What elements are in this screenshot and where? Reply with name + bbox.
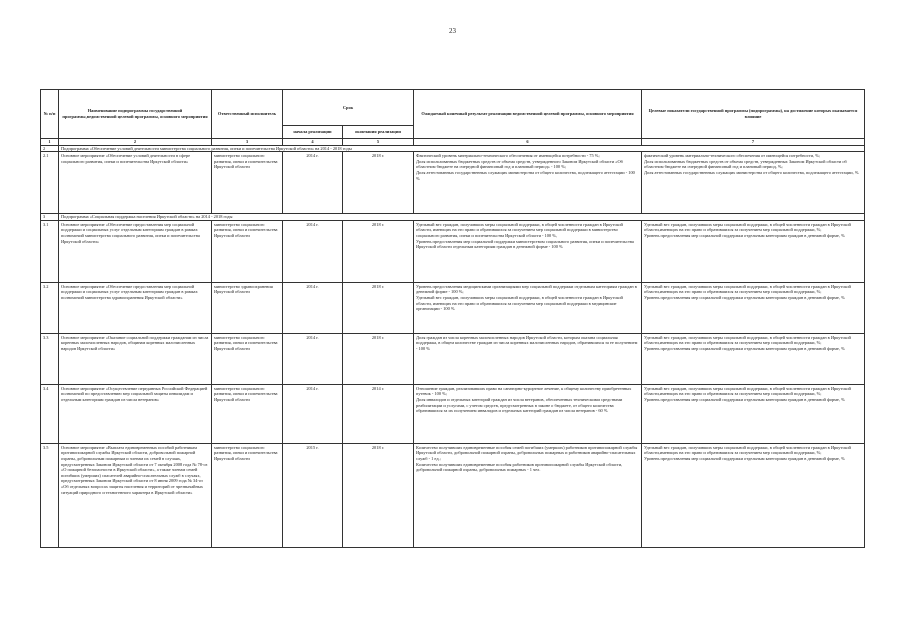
row-end: 2014 г. <box>343 384 414 443</box>
row-executor: министерство социального развития, опеки и попечительства Иркутской области <box>212 152 283 214</box>
header-name: Наименование подпрограммы государственной программы,ведомственной целевой программы, основного мероприятия <box>59 90 212 139</box>
table-row <box>41 152 865 214</box>
row-indicators: Удельный вес граждан, получивших меры социальной поддержки, в общей численности граждан в Иркутской области,имеющих на это право и обратившихся за получением мер социальной поддержки, %; Уровень предоставления мер социальной поддержки отдельным категориям граждан в денежной форме, % <box>642 282 865 333</box>
row-executor: министерство социального развития, опеки и попечительства Иркутской области <box>212 333 283 384</box>
row-result: Количество получивших единовременные пособия семей погибших (умерших) работников противопожарной службы Иркутской области, добровольной пожарной охраны, добровольных пожарных и работников аварийно-спасательных служб - 1 ед.; Количество получивших единовременные пособия работников противопожарной службы Иркутской области, добровольной пожарной охраны, добровольных пожарных - 1 чел. <box>414 443 642 547</box>
row-executor: министерство здравоохранения Иркутской области <box>212 282 283 333</box>
row-name: Основное мероприятие «Обеспечение условий деятельности в сфере социального развития, опеки и попечительства Иркутской области» <box>59 152 212 214</box>
header-term-end: окончания реализации <box>343 126 414 139</box>
header-term-start: начала реализации <box>283 126 343 139</box>
row-result: Фактический уровень материально-технического обеспечения от имеющейся потребности - 75 %; Доля использованных бюджетных средств от объема средств, утвержденного Законом Иркутской области «Об областном бюджете на очередной финансовый год и плановый период» - 100 %; Доля аттестованных государственных служащих министерства от общего количества, подлежащего аттестации - 100 % <box>414 152 642 214</box>
column-number-row <box>41 139 865 146</box>
header-term: Срок <box>283 90 414 126</box>
header-executor: Ответственный исполнитель <box>212 90 283 139</box>
subprogram-title: Подпрограмма «Обеспечение условий деятельности министерства социального развития, опеки и попечительства Иркутской области» на 2014 - 2018 годы <box>59 145 865 152</box>
row-indicators: Удельный вес граждан, получивших меры социальной поддержки, в общей численности граждан в Иркутской области,имеющих на это право и обратившихся за получением мер социальной поддержки, %; Уровень предоставления мер социальной поддержки отдельным категориям граждан в денежной форме, % <box>642 443 865 547</box>
row-num: 2.1 <box>41 152 59 214</box>
table-row <box>41 282 865 333</box>
table-header <box>41 90 865 139</box>
subprogram-row <box>41 145 865 152</box>
table-body <box>41 139 865 548</box>
row-start: 2014 г. <box>283 282 343 333</box>
row-end: 2018 г. <box>343 443 414 547</box>
column-number: 6 <box>414 139 642 146</box>
column-number: 3 <box>212 139 283 146</box>
row-name: Основное мероприятие «Выплата единовременных пособий работникам противопожарной службы Иркутской области, добровольной пожарной охраны, добровольным пожарным и членам их семей в случаях, предусмотренных Законом Иркутской области от 7 октября 2008 года № 78-оз «О пожарной безопасности в Иркутской области», а также членам семей погибших (умерших) спасателей аварийно-спасательных служб в случаях, предусмотренных Законом Иркутской области от 8 июня 2009 года № 34-оз «Об отдельных вопросах защиты населения и территорий от чрезвычайных ситуаций природного и техногенного характера в Иркутской области» <box>59 443 212 547</box>
table-row <box>41 384 865 443</box>
row-indicators: Удельный вес граждан, получивших меры социальной поддержки, в общей численности граждан в Иркутской области,имеющих на это право и обратившихся за получением мер социальной поддержки, %; Уровень предоставления мер социальной поддержки отдельным категориям граждан в денежной форме, % <box>642 220 865 282</box>
row-num: 3.3 <box>41 333 59 384</box>
row-result: Удельный вес граждан, получивших меры социальной поддержки, в общей численности граждан в Иркутской области, имеющих на это право и обратившихся за получением мер социальной поддержки в министерство социального развития, опеки и попечительства Иркутской области - 100 %, Уровень предоставления мер социальной поддержки министерством социального развития, опеки и попечительства Иркутской области отдельным категориям граждан в денежной форме - 100 % <box>414 220 642 282</box>
row-num: 3.1 <box>41 220 59 282</box>
column-number: 2 <box>59 139 212 146</box>
row-start: 2014 г. <box>283 384 343 443</box>
column-number: 4 <box>283 139 343 146</box>
row-indicators: фактический уровень материально-технического обеспечения от имеющейся потребности, %; Доля использованных бюджетных средств от объема средств, утвержденных Законом Иркутской области об областном бюджете на очередной финансовый год и плановый период, %; Доля аттестованных государственных служащих министерства от общего количества, подлежащего аттестации, % <box>642 152 865 214</box>
row-end: 2018 г. <box>343 333 414 384</box>
row-start: 2014 г. <box>283 220 343 282</box>
row-num: 3.4 <box>41 384 59 443</box>
row-start: 2014 г. <box>283 333 343 384</box>
subprogram-num: 3 <box>41 214 59 221</box>
row-executor: министерство социального развития, опеки и попечительства Иркутской области <box>212 384 283 443</box>
header-result: Ожидаемый конечный результат реализации ведомственной целевой программы, основного мероприятия <box>414 90 642 139</box>
row-indicators: Удельный вес граждан, получивших меры социальной поддержки, в общей численности граждан в Иркутской области,имеющих на это право и обратившихся за получением мер социальной поддержки, %; Уровень предоставления мер социальной поддержки отдельным категориям граждан в денежной форме, % <box>642 333 865 384</box>
row-executor: министерство социального развития, опеки и попечительства Иркутской области <box>212 220 283 282</box>
row-name: Основное мероприятие «Оказание социальной поддержки гражданам из числа коренных малочисленных народов, общинам коренных малочисленных народов Иркутской области» <box>59 333 212 384</box>
row-indicators: Удельный вес граждан, получивших меры социальной поддержки, в общей численности граждан в Иркутской области,имеющих на это право и обратившихся за получением мер социальной поддержки, %; Уровень предоставления мер социальной поддержки отдельным категориям граждан в денежной форме, % <box>642 384 865 443</box>
column-number: 7 <box>642 139 865 146</box>
row-result: Доля граждан из числа коренных малочисленных народов Иркутской области, которым оказана социальная поддержка, в общем количестве граждан из числа коренных малочисленных народов, обратившихся за ее получением - 100 % <box>414 333 642 384</box>
row-name: Основное мероприятие «Осуществление переданных Российской Федерацией полномочий по предоставлению мер социальной защиты инвалидам и отдельным категориям граждан из числа ветеранов» <box>59 384 212 443</box>
row-result: Уровень предоставления медицинскими организациями мер социальной поддержки отдельным категориям граждан в денежной форме - 100 %; Удельный вес граждан, получивших меры социальной поддержки, в общей численности граждан в Иркутской области, имеющих на это право и обратившихся за получением мер социальной поддержки в медицинские организации - 100 % <box>414 282 642 333</box>
row-num: 3.2 <box>41 282 59 333</box>
subprogram-num: 2 <box>41 145 59 152</box>
row-name: Основное мероприятие «Обеспечение предоставления мер социальной поддержки и социальных услуг отдельным категориям граждан в рамках полномочий министерства социального развития, опеки и попечительства Иркутской области» <box>59 220 212 282</box>
page-number: 23 <box>449 27 456 35</box>
row-name: Основное мероприятие «Обеспечение предоставления мер социальной поддержки и социальных услуг отдельным категориям граждан в рамках полномочий министерства здравоохранения Иркутской области» <box>59 282 212 333</box>
table-row <box>41 333 865 384</box>
table-row <box>41 220 865 282</box>
header-num: № п/п <box>41 90 59 139</box>
row-end: 2018 г. <box>343 152 414 214</box>
subprogram-title: Подпрограмма «Социальная поддержка населения Иркутской области» на 2014 - 2018 годы <box>59 214 865 221</box>
row-start: 2014 г. <box>283 152 343 214</box>
row-result: Отношение граждан, реализовавших право на санаторно-курортное лечение, к общему количеству приобретенных путевок - 100 %; Доля инвалидов и отдельных категорий граждан из числа ветеранов, обеспеченных техническими средствами реабилитации и услугами, с учетом средств, предусмотренных в законе о бюджете, от общего количества обратившихся за их получением инвалидов и отдельных категорий граждан из числа ветеранов - 60 % <box>414 384 642 443</box>
row-start: 2015 г. <box>283 443 343 547</box>
program-table <box>40 89 865 548</box>
row-num: 3.5 <box>41 443 59 547</box>
table-row <box>41 443 865 547</box>
row-end: 2018 г. <box>343 282 414 333</box>
subprogram-row <box>41 214 865 221</box>
row-end: 2018 г. <box>343 220 414 282</box>
column-number: 1 <box>41 139 59 146</box>
header-indicators: Целевые показатели государственной программы (подпрограммы), на достижение которых оказывается влияние <box>642 90 865 139</box>
row-executor: министерство социального развития, опеки и попечительства Иркутской области <box>212 443 283 547</box>
column-number: 5 <box>343 139 414 146</box>
